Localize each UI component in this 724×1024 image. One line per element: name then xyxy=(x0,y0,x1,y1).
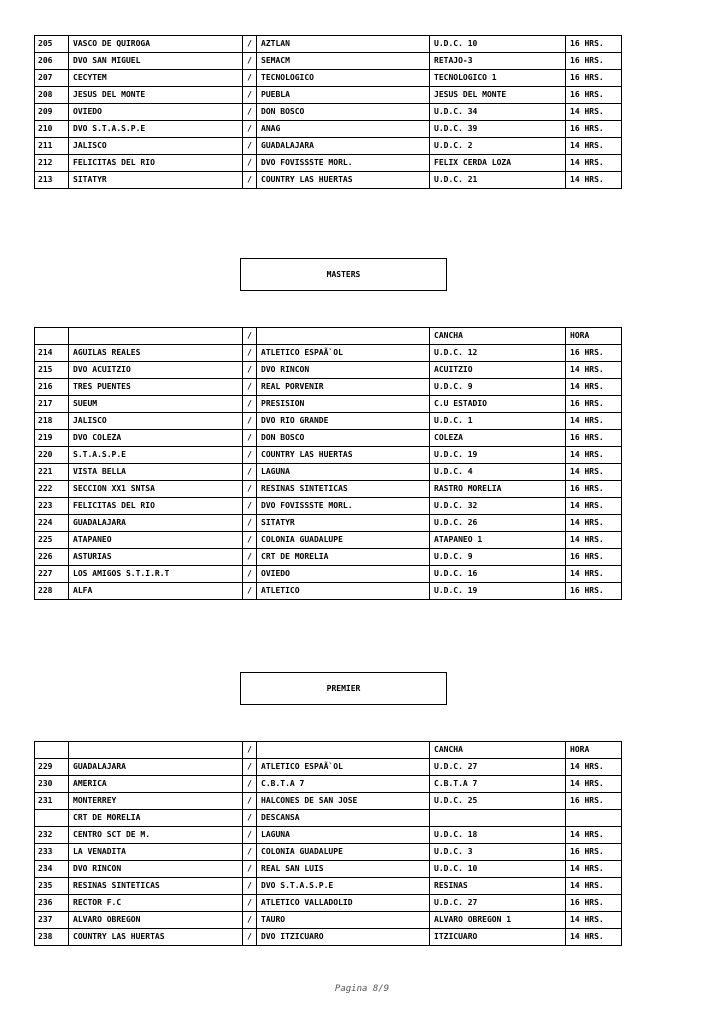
table-row xyxy=(35,396,622,413)
away-team-cell: TAURO xyxy=(257,912,430,929)
time-cell: 16 HRS. xyxy=(566,430,622,447)
table-header-row xyxy=(35,328,622,345)
table-row xyxy=(35,861,622,878)
separator-cell: / xyxy=(243,481,257,498)
separator-cell: / xyxy=(243,53,257,70)
field-cell xyxy=(430,810,566,827)
match-number-cell: 235 xyxy=(35,878,69,895)
time-cell: HORA xyxy=(566,328,622,345)
home-team-cell: ASTURIAS xyxy=(69,549,243,566)
away-team-cell: DVO RIO GRANDE xyxy=(257,413,430,430)
away-team-cell: REAL PORVENIR xyxy=(257,379,430,396)
away-team-cell: DVO FOVISSSTE MORL. xyxy=(257,498,430,515)
match-number-cell: 219 xyxy=(35,430,69,447)
table-row xyxy=(35,70,622,87)
time-cell: 14 HRS. xyxy=(566,776,622,793)
field-cell: U.D.C. 3 xyxy=(430,844,566,861)
field-cell: RESINAS xyxy=(430,878,566,895)
home-team-cell: DVO SAN MIGUEL xyxy=(69,53,243,70)
table-row xyxy=(35,413,622,430)
away-team-cell xyxy=(257,742,430,759)
home-team-cell: TRES PUENTES xyxy=(69,379,243,396)
away-team-cell: REAL SAN LUIS xyxy=(257,861,430,878)
table-row xyxy=(35,104,622,121)
time-cell: 16 HRS. xyxy=(566,53,622,70)
home-team-cell: GUADALAJARA xyxy=(69,515,243,532)
table-row xyxy=(35,583,622,600)
match-number-cell: 207 xyxy=(35,70,69,87)
field-cell: U.D.C. 9 xyxy=(430,549,566,566)
table-row xyxy=(35,430,622,447)
away-team-cell: ATLETICO ESPAÃ`OL xyxy=(257,345,430,362)
home-team-cell: ALFA xyxy=(69,583,243,600)
separator-cell: / xyxy=(243,532,257,549)
home-team-cell: SECCION XX1 SNTSA xyxy=(69,481,243,498)
table-row xyxy=(35,912,622,929)
match-number-cell: 228 xyxy=(35,583,69,600)
away-team-cell: DON BOSCO xyxy=(257,104,430,121)
separator-cell: / xyxy=(243,827,257,844)
time-cell: 16 HRS. xyxy=(566,481,622,498)
match-number-cell: 221 xyxy=(35,464,69,481)
time-cell: 14 HRS. xyxy=(566,912,622,929)
away-team-cell: ATLETICO ESPAÃ`OL xyxy=(257,759,430,776)
time-cell: 14 HRS. xyxy=(566,566,622,583)
away-team-cell: LAGUNA xyxy=(257,464,430,481)
field-cell: U.D.C. 16 xyxy=(430,566,566,583)
home-team-cell: FELICITAS DEL RIO xyxy=(69,498,243,515)
time-cell: 16 HRS. xyxy=(566,36,622,53)
separator-cell: / xyxy=(243,138,257,155)
home-team-cell xyxy=(69,742,243,759)
match-number-cell: 233 xyxy=(35,844,69,861)
field-cell: U.D.C. 19 xyxy=(430,447,566,464)
time-cell: 16 HRS. xyxy=(566,70,622,87)
section-title-masters: MASTERS xyxy=(240,258,447,291)
separator-cell: / xyxy=(243,447,257,464)
table-row xyxy=(35,498,622,515)
match-number-cell: 218 xyxy=(35,413,69,430)
time-cell: 16 HRS. xyxy=(566,87,622,104)
home-team-cell: S.T.A.S.P.E xyxy=(69,447,243,464)
table-row xyxy=(35,345,622,362)
table-row xyxy=(35,36,622,53)
time-cell: 14 HRS. xyxy=(566,464,622,481)
separator-cell: / xyxy=(243,379,257,396)
away-team-cell: OVIEDO xyxy=(257,566,430,583)
away-team-cell: PRESISION xyxy=(257,396,430,413)
home-team-cell: CECYTEM xyxy=(69,70,243,87)
separator-cell: / xyxy=(243,912,257,929)
match-number-cell: 229 xyxy=(35,759,69,776)
time-cell: 14 HRS. xyxy=(566,532,622,549)
field-cell: ALVARO OBREGON 1 xyxy=(430,912,566,929)
field-cell: RETAJO-3 xyxy=(430,53,566,70)
table-row xyxy=(35,379,622,396)
match-number-cell xyxy=(35,742,69,759)
match-number-cell xyxy=(35,328,69,345)
time-cell: 14 HRS. xyxy=(566,515,622,532)
schedule-table-premier xyxy=(34,741,622,946)
separator-cell: / xyxy=(243,742,257,759)
time-cell: 14 HRS. xyxy=(566,827,622,844)
time-cell: 14 HRS. xyxy=(566,498,622,515)
time-cell: 16 HRS. xyxy=(566,844,622,861)
table-row xyxy=(35,155,622,172)
field-cell: U.D.C. 18 xyxy=(430,827,566,844)
away-team-cell: DVO ITZICUARO xyxy=(257,929,430,946)
separator-cell: / xyxy=(243,36,257,53)
home-team-cell: JESUS DEL MONTE xyxy=(69,87,243,104)
away-team-cell: DESCANSA xyxy=(257,810,430,827)
home-team-cell: LA VENADITA xyxy=(69,844,243,861)
home-team-cell xyxy=(69,328,243,345)
time-cell: 14 HRS. xyxy=(566,878,622,895)
separator-cell: / xyxy=(243,345,257,362)
field-cell: ITZICUARO xyxy=(430,929,566,946)
away-team-cell: COLONIA GUADALUPE xyxy=(257,844,430,861)
home-team-cell: VASCO DE QUIROGA xyxy=(69,36,243,53)
separator-cell: / xyxy=(243,87,257,104)
table-row xyxy=(35,566,622,583)
field-cell: CANCHA xyxy=(430,328,566,345)
time-cell: 16 HRS. xyxy=(566,895,622,912)
away-team-cell: CRT DE MORELIA xyxy=(257,549,430,566)
field-cell: U.D.C. 9 xyxy=(430,379,566,396)
field-cell: U.D.C. 10 xyxy=(430,861,566,878)
away-team-cell: COLONIA GUADALUPE xyxy=(257,532,430,549)
away-team-cell: TECNOLOGICO xyxy=(257,70,430,87)
time-cell: 14 HRS. xyxy=(566,447,622,464)
away-team-cell: SEMACM xyxy=(257,53,430,70)
separator-cell: / xyxy=(243,70,257,87)
separator-cell: / xyxy=(243,396,257,413)
field-cell: TECNOLOGICO 1 xyxy=(430,70,566,87)
time-cell: 14 HRS. xyxy=(566,155,622,172)
field-cell: C.B.T.A 7 xyxy=(430,776,566,793)
home-team-cell: LOS AMIGOS S.T.I.R.T xyxy=(69,566,243,583)
home-team-cell: ATAPANEO xyxy=(69,532,243,549)
table-row xyxy=(35,549,622,566)
field-cell: U.D.C. 25 xyxy=(430,793,566,810)
table-row xyxy=(35,827,622,844)
away-team-cell: SITATYR xyxy=(257,515,430,532)
home-team-cell: CRT DE MORELIA xyxy=(69,810,243,827)
time-cell: 16 HRS. xyxy=(566,345,622,362)
separator-cell: / xyxy=(243,104,257,121)
separator-cell: / xyxy=(243,583,257,600)
match-number-cell: 236 xyxy=(35,895,69,912)
away-team-cell: PUEBLA xyxy=(257,87,430,104)
schedule-table-top xyxy=(34,35,622,189)
table-row xyxy=(35,53,622,70)
match-number-cell: 205 xyxy=(35,36,69,53)
match-number-cell: 217 xyxy=(35,396,69,413)
table-row xyxy=(35,362,622,379)
away-team-cell: DON BOSCO xyxy=(257,430,430,447)
table-row xyxy=(35,878,622,895)
separator-cell: / xyxy=(243,549,257,566)
time-cell: 14 HRS. xyxy=(566,362,622,379)
table-row xyxy=(35,138,622,155)
home-team-cell: RECTOR F.C xyxy=(69,895,243,912)
away-team-cell: DVO S.T.A.S.P.E xyxy=(257,878,430,895)
separator-cell: / xyxy=(243,464,257,481)
match-number-cell: 238 xyxy=(35,929,69,946)
separator-cell: / xyxy=(243,172,257,189)
field-cell: U.D.C. 26 xyxy=(430,515,566,532)
time-cell: 16 HRS. xyxy=(566,793,622,810)
separator-cell: / xyxy=(243,929,257,946)
time-cell: 16 HRS. xyxy=(566,549,622,566)
away-team-cell xyxy=(257,328,430,345)
separator-cell: / xyxy=(243,810,257,827)
away-team-cell: C.B.T.A 7 xyxy=(257,776,430,793)
home-team-cell: GUADALAJARA xyxy=(69,759,243,776)
field-cell: U.D.C. 34 xyxy=(430,104,566,121)
away-team-cell: HALCONES DE SAN JOSE xyxy=(257,793,430,810)
away-team-cell: COUNTRY LAS HUERTAS xyxy=(257,447,430,464)
time-cell xyxy=(566,810,622,827)
table-row xyxy=(35,464,622,481)
time-cell: 14 HRS. xyxy=(566,413,622,430)
field-cell: U.D.C. 12 xyxy=(430,345,566,362)
table-row xyxy=(35,776,622,793)
match-number-cell: 222 xyxy=(35,481,69,498)
field-cell: U.D.C. 1 xyxy=(430,413,566,430)
match-number-cell: 226 xyxy=(35,549,69,566)
separator-cell: / xyxy=(243,498,257,515)
table-row xyxy=(35,793,622,810)
field-cell: U.D.C. 27 xyxy=(430,895,566,912)
home-team-cell: DVO S.T.A.S.P.E xyxy=(69,121,243,138)
match-number-cell: 230 xyxy=(35,776,69,793)
time-cell: 14 HRS. xyxy=(566,861,622,878)
table-row xyxy=(35,759,622,776)
match-number-cell xyxy=(35,810,69,827)
section-title-premier: PREMIER xyxy=(240,672,447,705)
match-number-cell: 225 xyxy=(35,532,69,549)
home-team-cell: VISTA BELLA xyxy=(69,464,243,481)
time-cell: 16 HRS. xyxy=(566,396,622,413)
separator-cell: / xyxy=(243,895,257,912)
match-number-cell: 213 xyxy=(35,172,69,189)
field-cell: ACUITZIO xyxy=(430,362,566,379)
table-row xyxy=(35,532,622,549)
time-cell: HORA xyxy=(566,742,622,759)
home-team-cell: RESINAS SINTETICAS xyxy=(69,878,243,895)
field-cell: CANCHA xyxy=(430,742,566,759)
time-cell: 14 HRS. xyxy=(566,759,622,776)
separator-cell: / xyxy=(243,844,257,861)
separator-cell: / xyxy=(243,515,257,532)
match-number-cell: 210 xyxy=(35,121,69,138)
field-cell: U.D.C. 32 xyxy=(430,498,566,515)
field-cell: C.U ESTADIO xyxy=(430,396,566,413)
match-number-cell: 208 xyxy=(35,87,69,104)
field-cell: U.D.C. 21 xyxy=(430,172,566,189)
time-cell: 14 HRS. xyxy=(566,172,622,189)
home-team-cell: AGUILAS REALES xyxy=(69,345,243,362)
table-row xyxy=(35,929,622,946)
schedule-table-masters xyxy=(34,327,622,600)
match-number-cell: 209 xyxy=(35,104,69,121)
match-number-cell: 224 xyxy=(35,515,69,532)
field-cell: U.D.C. 4 xyxy=(430,464,566,481)
away-team-cell: COUNTRY LAS HUERTAS xyxy=(257,172,430,189)
table-header-row xyxy=(35,742,622,759)
table-row xyxy=(35,515,622,532)
home-team-cell: COUNTRY LAS HUERTAS xyxy=(69,929,243,946)
away-team-cell: DVO FOVISSSTE MORL. xyxy=(257,155,430,172)
away-team-cell: LAGUNA xyxy=(257,827,430,844)
home-team-cell: DVO RINCON xyxy=(69,861,243,878)
separator-cell: / xyxy=(243,793,257,810)
field-cell: RASTRO MORELIA xyxy=(430,481,566,498)
separator-cell: / xyxy=(243,328,257,345)
separator-cell: / xyxy=(243,776,257,793)
home-team-cell: DVO COLEZA xyxy=(69,430,243,447)
table-row xyxy=(35,810,622,827)
time-cell: 16 HRS. xyxy=(566,121,622,138)
match-number-cell: 220 xyxy=(35,447,69,464)
separator-cell: / xyxy=(243,155,257,172)
home-team-cell: DVO ACUITZIO xyxy=(69,362,243,379)
match-number-cell: 234 xyxy=(35,861,69,878)
separator-cell: / xyxy=(243,566,257,583)
match-number-cell: 211 xyxy=(35,138,69,155)
time-cell: 14 HRS. xyxy=(566,104,622,121)
home-team-cell: SUEUM xyxy=(69,396,243,413)
home-team-cell: SITATYR xyxy=(69,172,243,189)
away-team-cell: RESINAS SINTETICAS xyxy=(257,481,430,498)
field-cell: U.D.C. 2 xyxy=(430,138,566,155)
separator-cell: / xyxy=(243,413,257,430)
field-cell: U.D.C. 39 xyxy=(430,121,566,138)
away-team-cell: ATLETICO VALLADOLID xyxy=(257,895,430,912)
match-number-cell: 231 xyxy=(35,793,69,810)
table-row xyxy=(35,447,622,464)
home-team-cell: ALVARO OBREGON xyxy=(69,912,243,929)
table-row xyxy=(35,172,622,189)
page-number: Pagina 8/9 xyxy=(334,984,390,994)
away-team-cell: ANAG xyxy=(257,121,430,138)
match-number-cell: 212 xyxy=(35,155,69,172)
table-row xyxy=(35,844,622,861)
home-team-cell: JALISCO xyxy=(69,413,243,430)
home-team-cell: JALISCO xyxy=(69,138,243,155)
field-cell: JESUS DEL MONTE xyxy=(430,87,566,104)
field-cell: COLEZA xyxy=(430,430,566,447)
match-number-cell: 227 xyxy=(35,566,69,583)
match-number-cell: 216 xyxy=(35,379,69,396)
separator-cell: / xyxy=(243,759,257,776)
home-team-cell: AMERICA xyxy=(69,776,243,793)
field-cell: U.D.C. 10 xyxy=(430,36,566,53)
match-number-cell: 232 xyxy=(35,827,69,844)
table-row xyxy=(35,87,622,104)
match-number-cell: 223 xyxy=(35,498,69,515)
table-row xyxy=(35,121,622,138)
match-number-cell: 214 xyxy=(35,345,69,362)
time-cell: 14 HRS. xyxy=(566,379,622,396)
match-number-cell: 215 xyxy=(35,362,69,379)
field-cell: ATAPANEO 1 xyxy=(430,532,566,549)
home-team-cell: FELICITAS DEL RIO xyxy=(69,155,243,172)
home-team-cell: MONTERREY xyxy=(69,793,243,810)
table-row xyxy=(35,895,622,912)
time-cell: 14 HRS. xyxy=(566,929,622,946)
match-number-cell: 237 xyxy=(35,912,69,929)
table-row xyxy=(35,481,622,498)
home-team-cell: CENTRO SCT DE M. xyxy=(69,827,243,844)
away-team-cell: ATLETICO xyxy=(257,583,430,600)
field-cell: U.D.C. 27 xyxy=(430,759,566,776)
away-team-cell: AZTLAN xyxy=(257,36,430,53)
time-cell: 16 HRS. xyxy=(566,583,622,600)
match-number-cell: 206 xyxy=(35,53,69,70)
separator-cell: / xyxy=(243,861,257,878)
away-team-cell: DVO RINCON xyxy=(257,362,430,379)
separator-cell: / xyxy=(243,121,257,138)
field-cell: U.D.C. 19 xyxy=(430,583,566,600)
separator-cell: / xyxy=(243,878,257,895)
home-team-cell: OVIEDO xyxy=(69,104,243,121)
time-cell: 14 HRS. xyxy=(566,138,622,155)
away-team-cell: GUADALAJARA xyxy=(257,138,430,155)
separator-cell: / xyxy=(243,430,257,447)
field-cell: FELIX CERDA LOZA xyxy=(430,155,566,172)
separator-cell: / xyxy=(243,362,257,379)
